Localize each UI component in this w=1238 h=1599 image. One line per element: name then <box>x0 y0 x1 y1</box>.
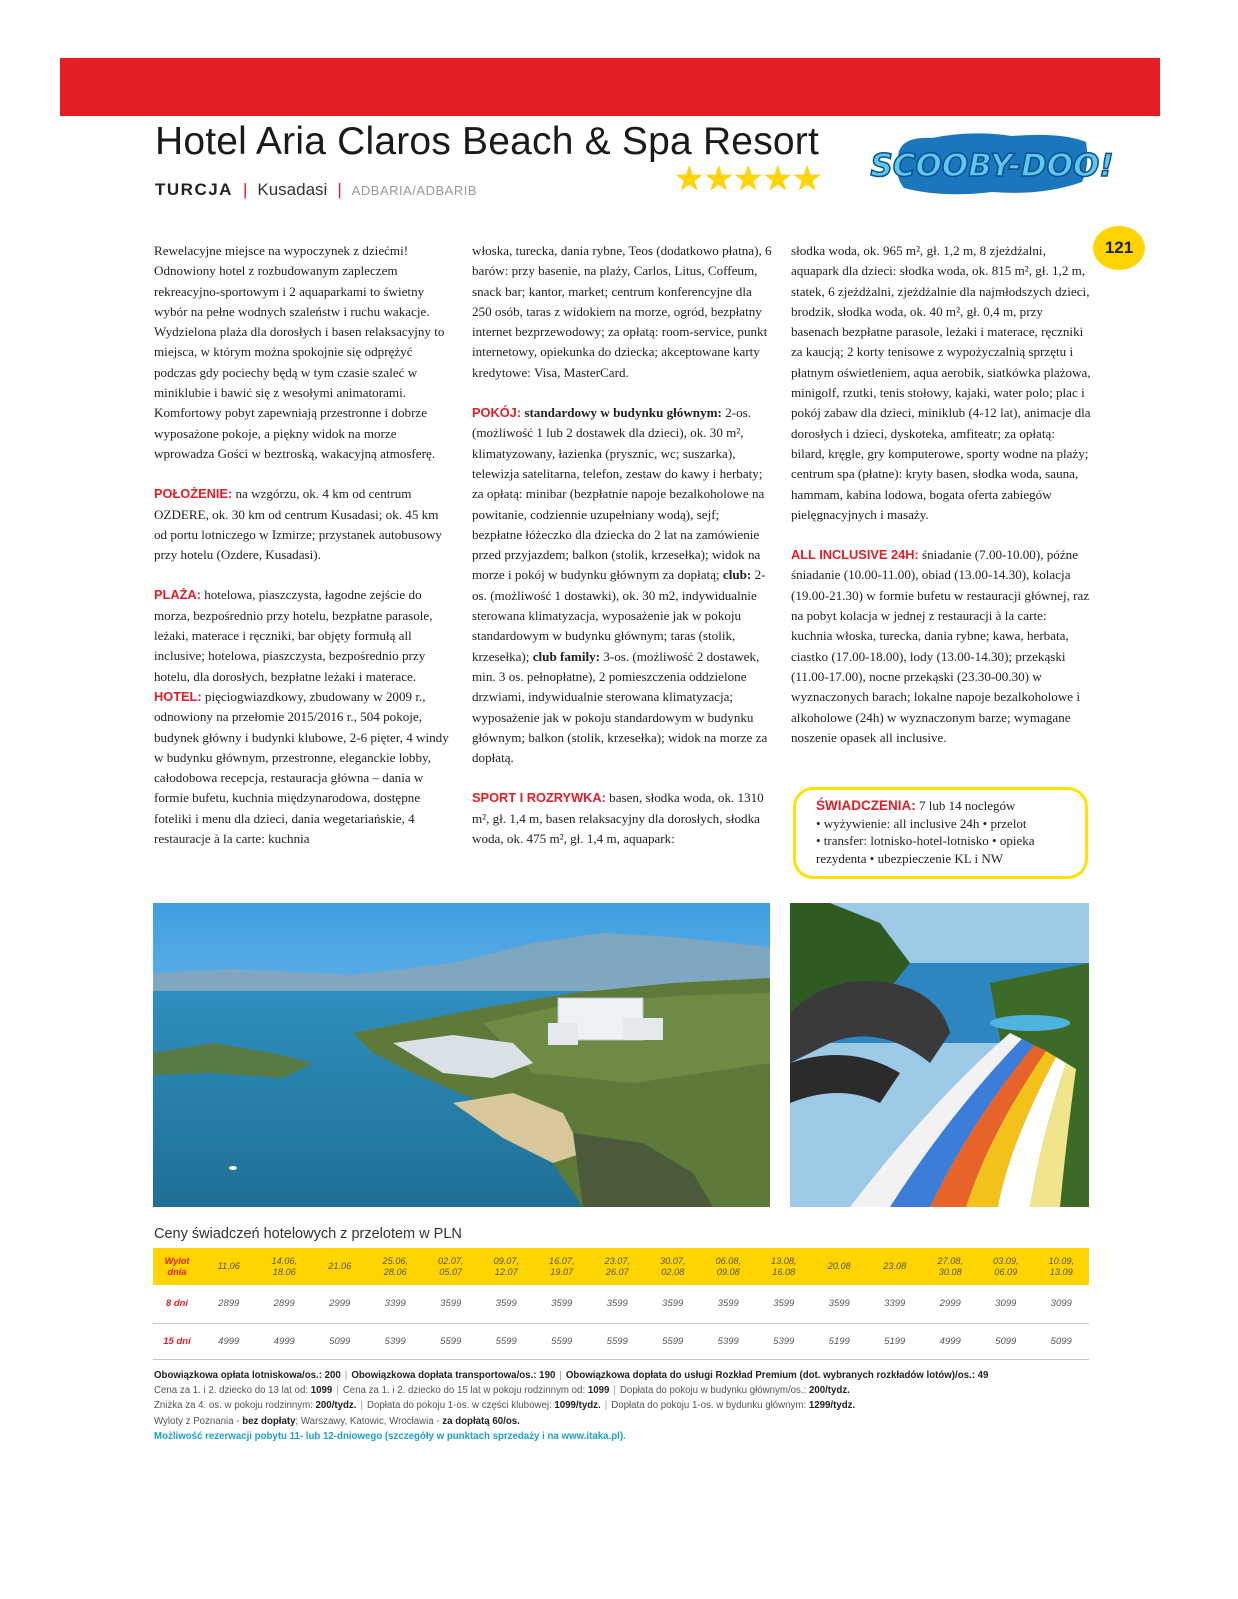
price-cell: 4999 <box>923 1323 979 1359</box>
note-line-4: Wyloty z Poznania - bez dopłaty; Warszawy, Katowic, Wrocławia - za dopłatą 60/os. <box>154 1415 520 1427</box>
table-row <box>153 1285 1089 1323</box>
price-cell: 3599 <box>534 1285 590 1323</box>
price-cell: 5599 <box>645 1323 701 1359</box>
text-column-1 <box>154 241 454 849</box>
departure-date: 02.07, 05.07 <box>423 1248 479 1285</box>
note-line-2: Cena za 1. i 2. dziecko do 13 lat od: 1099 | Cena za 1. i 2. dziecko do 15 lat w pokoju rodzinnym od: 1099 | Dopłata do pokoju w budynku głównym/os.: 200/tydz. <box>154 1385 850 1397</box>
star-rating: ★★★★★ <box>674 161 822 198</box>
svg-text:SCOOBY-DOO!: SCOOBY-DOO! <box>870 148 1114 184</box>
page-number-badge: 121 <box>1093 226 1145 270</box>
price-cell: 5399 <box>756 1323 812 1359</box>
note-line-1: Obowiązkowa opłata lotniskowa/os.: 200 | Obowiązkowa dopłata transportowa/os.: 190 | Obowiązkowa dopłata do usługi Rozkład Premium (dot. wybranych rozkładów lotów)/os.: 49 <box>154 1370 989 1381</box>
price-cell: 5099 <box>312 1323 368 1359</box>
price-notes <box>154 1368 1094 1444</box>
prices-title: Ceny świadczeń hotelowych z przelotem w PLN <box>154 1226 462 1242</box>
price-cell: 5599 <box>423 1323 479 1359</box>
departure-date: 25.06, 28.06 <box>368 1248 424 1285</box>
intro-paragraph: Rewelacyjne miejsce na wypoczynek z dziećmi! Odnowiony hotel z rozbudowanym zapleczem rekreacyjno-sportowym i 2 aquaparkami to świetny wybór na pełne wodnych szaleństw i ruchu wakacje. Wydzielona plaża dla dorosłych i basen relaksacyjny to miejsca, w którym można spokojnie się odprężyć podczas gdy pociechy będą w tym czasie szaleć w miniklubie i bawić się z wesołymi animatorami. Komfortowy pobyt zapewniają przestronne i dobrze wyposażone pokoje, a piękny widok na morze wprowadza Gości w beztroską, wakacyjną atmosferę. <box>154 243 445 461</box>
departure-date: 30.07, 02.08 <box>645 1248 701 1285</box>
price-cell: 3599 <box>812 1285 868 1323</box>
text-column-3 <box>791 241 1091 748</box>
departure-date: 03.09, 06.09 <box>978 1248 1034 1285</box>
price-cell: 5199 <box>867 1323 923 1359</box>
departure-date: 16.07, 19.07 <box>534 1248 590 1285</box>
price-cell: 3599 <box>701 1285 757 1323</box>
note-line-3: Zniżka za 4. os. w pokoju rodzinnym: 200/tydz. | Dopłata do pokoju 1-os. w części klubowej: 1099/tydz. | Dopłata do pokoju 1-os. w bydunku głównym: 1299/tydz. <box>154 1400 856 1412</box>
price-cell: 5399 <box>701 1323 757 1359</box>
location-line: TURCJA | Kusadasi | ADBARIA/ADBARIB <box>155 180 477 199</box>
all-inclusive-paragraph: ALL INCLUSIVE 24H: śniadanie (7.00-10.00), późne śniadanie (10.00-11.00), obiad (13.00-14.30), kolacja (19.00-21.30) w formie bufetu w restauracji głównej, raz na pobyt kolacja w jednej z restauracji à la carte: kuchnia włoska, turecka, dania rybne; kawa, herbata, ciastko (17.00-18.00), lody (13.00-14.30); przekąski (11.00-17.00), nocne przekąski (23.30-00.30) w wyznaczonych barach; lokalne napoje bezalkoholowe i alkoholowe (24h) w wyznaczonym barze; wymagane noszenie opasek all inclusive. <box>791 547 1090 745</box>
price-cell: 3599 <box>756 1285 812 1323</box>
top-red-bar <box>60 58 1160 116</box>
price-table <box>153 1248 1089 1360</box>
price-cell: 2999 <box>312 1285 368 1323</box>
price-cell: 2999 <box>923 1285 979 1323</box>
price-cell: 5099 <box>1034 1323 1090 1359</box>
price-cell: 3399 <box>867 1285 923 1323</box>
resort-aerial-photo <box>153 903 770 1207</box>
departure-date: 23.07, 26.07 <box>590 1248 646 1285</box>
text-column-2 <box>472 241 772 849</box>
price-cell: 5399 <box>368 1323 424 1359</box>
table-row <box>153 1323 1089 1359</box>
hotel-title: Hotel Aria Claros Beach & Spa Resort <box>155 120 820 163</box>
price-cell: 3599 <box>645 1285 701 1323</box>
departure-label: Wylot dnia <box>153 1248 201 1285</box>
row-label: 15 dni <box>153 1323 201 1359</box>
water-slides-photo <box>790 903 1089 1207</box>
departure-date: 14.06, 18.06 <box>257 1248 313 1285</box>
scooby-doo-logo <box>870 126 1114 200</box>
price-cell: 3399 <box>368 1285 424 1323</box>
price-cell: 3599 <box>423 1285 479 1323</box>
departure-date: 10.09, 13.09 <box>1034 1248 1090 1285</box>
price-cell: 3599 <box>479 1285 535 1323</box>
price-cell: 4999 <box>257 1323 313 1359</box>
location-paragraph: POŁOŻENIE: na wzgórzu, ok. 4 km od centrum OZDERE, ok. 30 km od centrum Kusadasi; ok. 45 km od portu lotniczego w Izmirze; przystanek autobusowy przy hotelu (Ozdere, Kusadasi). <box>154 486 442 563</box>
departure-date: 13.08, 16.08 <box>756 1248 812 1285</box>
price-cell: 3599 <box>590 1285 646 1323</box>
price-cell: 4999 <box>201 1323 257 1359</box>
offer-code: ADBARIA/ADBARIB <box>351 183 477 198</box>
price-cell: 3099 <box>978 1285 1034 1323</box>
hotel-paragraph: HOTEL: pięciogwiazdkowy, zbudowany w 2009 r., odnowiony na przełomie 2015/2016 r., 504 pokoje, budynek główny i budynki klubowe, 2-6 pięter, 4 windy w budynku głównym, przestronne, eleganckie lobby, całodobowa recepcja, restauracja główna – dania w formie bufetu, kuchnia międzynarodowa, dostępne foteliki i menu dla dzieci, dania wegetariańskie, 4 restauracje à la carte: kuchnia <box>154 688 449 847</box>
departure-date: 27.08, 30.08 <box>923 1248 979 1285</box>
price-cell: 5599 <box>534 1323 590 1359</box>
price-cell: 5599 <box>590 1323 646 1359</box>
price-cell: 2899 <box>201 1285 257 1323</box>
departure-date: 23.08 <box>867 1248 923 1285</box>
note-line-5: Możliwość rezerwacji pobytu 11- lub 12-dniowego (szczegóły w punktach sprzedaży i na www.itaka.pl). <box>154 1430 626 1442</box>
benefits-box: ŚWIADCZENIA: 7 lub 14 noclegów • wyżywienie: all inclusive 24h • przelot • transfer: lotnisko-hotel-lotnisko • opieka rezydenta • ubezpieczenie KL i NW <box>793 787 1088 879</box>
price-table-header <box>153 1248 1089 1285</box>
price-cell: 3099 <box>1034 1285 1090 1323</box>
city: Kusadasi <box>257 180 328 199</box>
departure-date: 11.06 <box>201 1248 257 1285</box>
departure-date: 09.07, 12.07 <box>479 1248 535 1285</box>
price-cell: 5199 <box>812 1323 868 1359</box>
sport-paragraph: SPORT I ROZRYWKA: basen, słodka woda, ok. 1310 m², gł. 1,4 m, basen relaksacyjny dla dorosłych, słodka woda, ok. 475 m², gł. 1,4 m, aquapark: <box>472 790 764 847</box>
price-cell: 2899 <box>257 1285 313 1323</box>
price-cell: 5099 <box>978 1323 1034 1359</box>
rooms-paragraph: POKÓJ: standardowy w budynku głównym: 2-os. (możliwość 1 lub 2 dostawek dla dzieci), ok. 30 m², klimatyzowany, łazienka (prysznic, wc; suszarka), telewizja satelitarna, telefon, zestaw do kawy i herbaty; za opłatą: minibar (bezpłatnie napoje bezalkoholowe na powitanie, codziennie uzupełniany wodą), sejf; bezpłatne łóżeczko dla dziecka do 2 lat na zamówienie przed przyjazdem; balkon (stolik, krzesełka); widok na morze i pokój w budynku głównym za dopłatą; club: 2-os. (możliwość 1 dostawki), ok. 30 m2, indywidualnie sterowana klimatyzacja, wyposażenie jak w pokoju standardowym w budynku głównym; taras (stolik, krzesełka); club family: 3-os. (możliwość 2 dostawek, min. 3 os. pełnopłatne), 2 pomieszczenia oddzielone drzwiami, indywidualnie sterowana klimatyzacja; wyposażenie jak w pokoju standardowym w budynku głównym; balkon (stolik, krzesełka); widok na morze za dopłatą. <box>472 405 768 766</box>
departure-date: 20.08 <box>812 1248 868 1285</box>
hotel-paragraph-continued: włoska, turecka, dania rybne, Teos (dodatkowo płatna), 6 barów: przy basenie, na plaży, Carlos, Litus, Coffeum, snack bar; kantor, market; centrum konferencyjne dla 250 osób, taras z widokiem na morze, ogród, bezpłatny internet bezprzewodowy; za opłatą: room-service, punkt internetowy, opiekunka do dziecka; akceptowane karty kredytowe: Visa, MasterCard. <box>472 243 772 380</box>
departure-date: 21.06 <box>312 1248 368 1285</box>
price-cell: 5599 <box>479 1323 535 1359</box>
beach-paragraph: PLAŻA: hotelowa, piaszczysta, łagodne zejście do morza, bezpośrednio przy hotelu, bezpłatne parasole, leżaki, materace i ręczniki, bar objęty formułą all inclusive; hotelowa, piaszczysta, bezpośrednio przy hotelu, dla dorosłych, bezpłatne leżaki i materace. <box>154 587 433 684</box>
sport-paragraph-continued: słodka woda, ok. 965 m², gł. 1,2 m, 8 zjeżdżalni, aquapark dla dzieci: słodka woda, ok. 815 m², gł. 1,2 m, statek, 6 zjeżdżalni, zjeżdżalnie dla najmłodszych dzieci, brodzik, słodka woda, ok. 40 m², gł. 0,4 m, przy basenach bezpłatne parasole, leżaki i materace, ręczniki za kaucją; 2 korty tenisowe z wypożyczalnią sprzętu i płatnym oświetleniem, aqua aerobik, siatkówka plażowa, minigolf, rzutki, tenis stołowy, kajaki, water polo; plac i pokój zabaw dla dzieci, miniklub (4-12 lat), animacje dla dorosłych i dzieci, dyskoteka, amfiteatr; za opłatą: bilard, kręgle, gry komputerowe, sporty wodne na plaży; centrum spa (płatne): kryty basen, słodka woda, sauna, hammam, kabina lodowa, bogata oferta zabiegów pielęgnacyjnych i masaży. <box>791 243 1091 522</box>
departure-date: 06.08, 09.08 <box>701 1248 757 1285</box>
country: TURCJA <box>155 180 233 199</box>
row-label: 8 dni <box>153 1285 201 1323</box>
